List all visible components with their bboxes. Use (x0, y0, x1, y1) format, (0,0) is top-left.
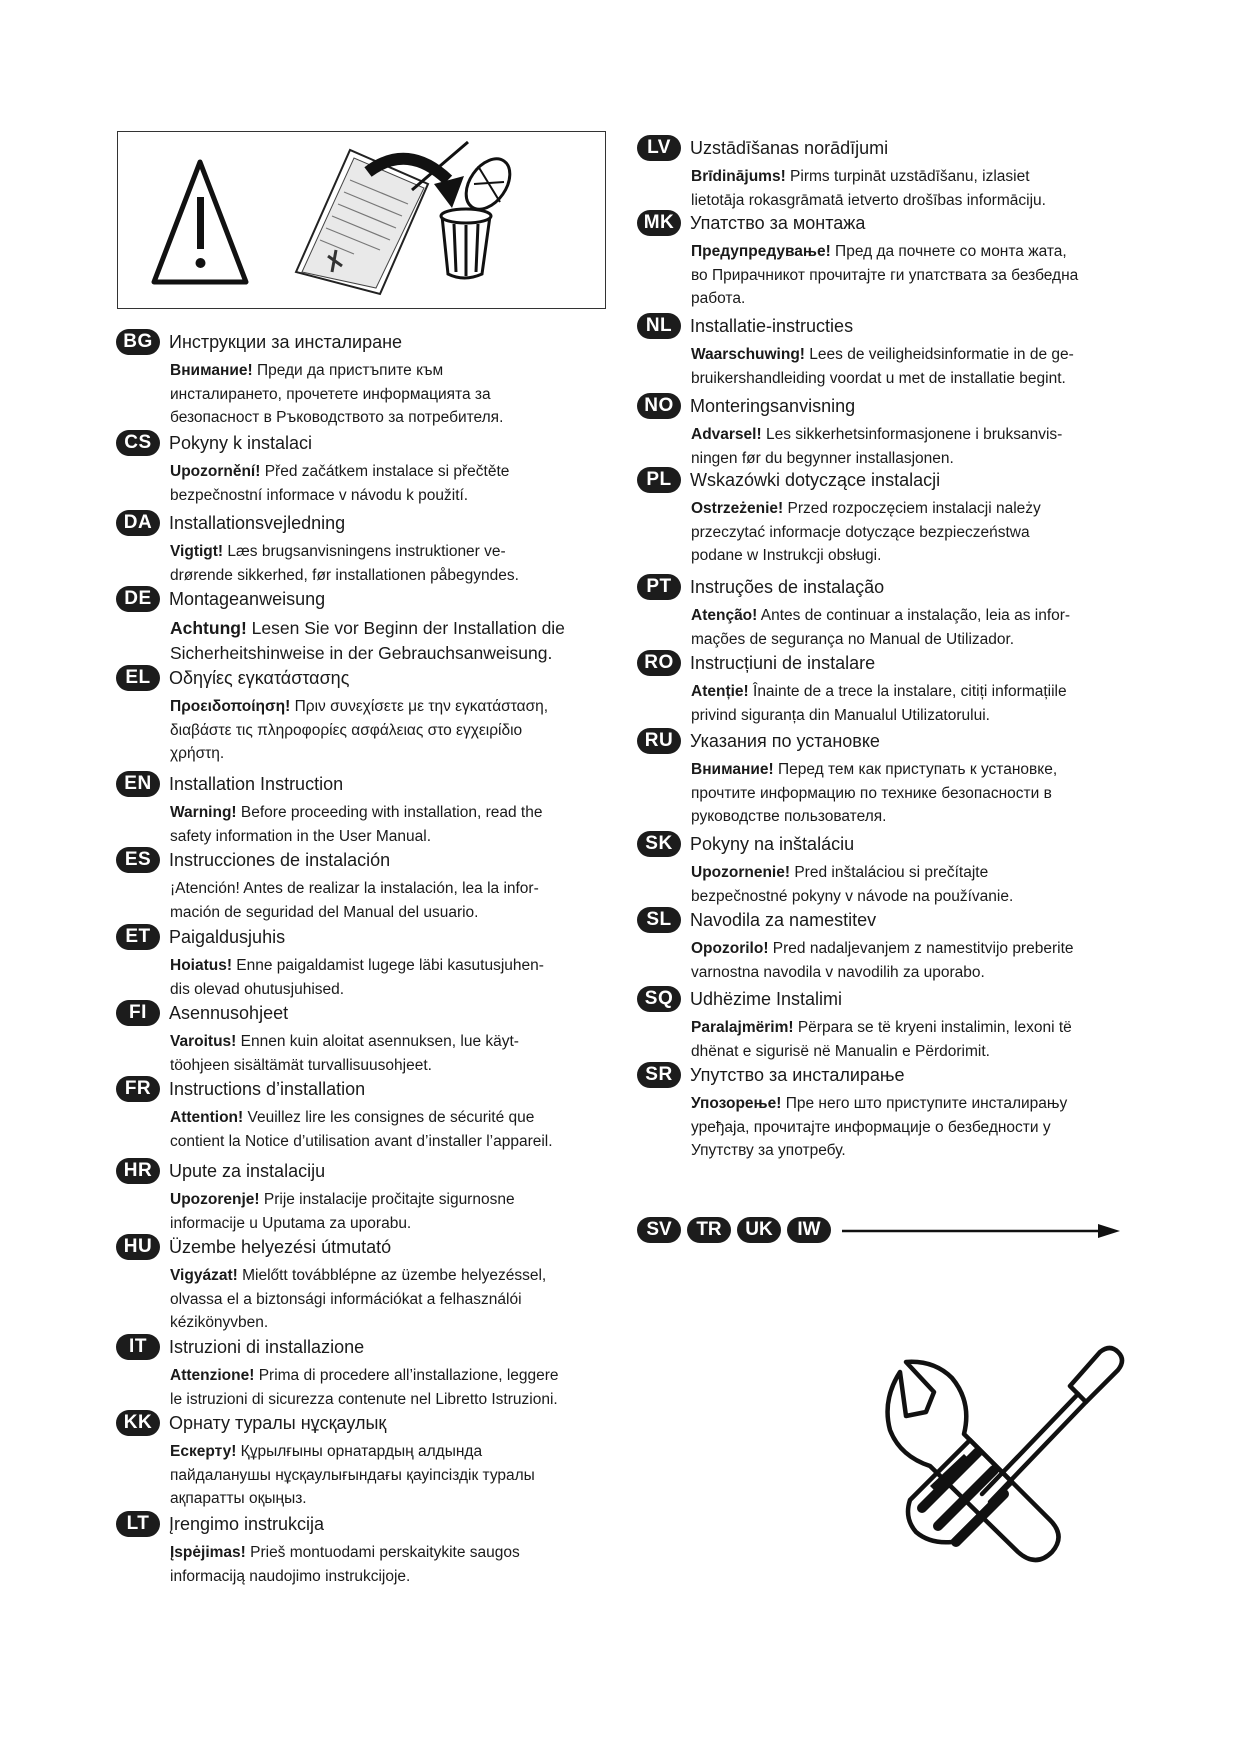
body-line (170, 1364, 559, 1388)
body-text: Prije instalacije pročitajte sigurnosne (259, 1191, 515, 1208)
section-title: Орнату туралы нұсқаулық (169, 1413, 387, 1433)
language-badge-el: EL (116, 665, 160, 691)
section-body (691, 497, 1041, 568)
body-text: Les sikkerhetsinformasjonene i bruksanvis- (761, 426, 1063, 443)
warning-label: Προειδοποίηση! (170, 698, 291, 715)
section-body (170, 877, 539, 924)
body-text: Ennen kuin aloitat asennuksen, lue käyt- (236, 1033, 519, 1050)
body-line (170, 484, 509, 508)
body-text: пайдаланушы нұсқаулығындағы қауіпсіздік туралы (170, 1466, 535, 1484)
section-title: Monteringsanvisning (690, 396, 856, 416)
body-line (170, 359, 503, 383)
body-text: ¡Atención! Antes de realizar la instalación, lea la infor- (170, 880, 539, 897)
body-text: Înainte de a trece la instalare, citiți informațiile (748, 683, 1067, 700)
section-body (170, 1106, 553, 1153)
body-line (691, 1016, 1072, 1040)
body-line (691, 521, 1041, 545)
body-line (170, 954, 544, 978)
warning-label: Waarschuwing! (691, 346, 805, 363)
section-body (691, 423, 1062, 470)
body-text: Læs brugsanvisningens instruktioner ve- (223, 543, 506, 560)
section-body (691, 343, 1074, 390)
section-title: Οδηγίες εγκατάστασης (169, 668, 350, 688)
section-body (691, 680, 1067, 727)
body-text: Pirms turpināt uzstādīšanu, izlasiet (785, 168, 1030, 185)
section-title: Üzembe helyezési útmutató (169, 1237, 392, 1257)
body-text: Enne paigaldamist lugege läbi kasutusjuhen- (232, 957, 544, 974)
body-line (170, 641, 565, 666)
body-text: Prima di procedere all’installazione, leggere (254, 1367, 559, 1384)
body-line (691, 758, 1057, 782)
body-text: bezpečnostní informace v návodu k použití. (170, 486, 469, 504)
section-title: Instruções de instalação (690, 577, 885, 597)
body-line (170, 877, 539, 901)
section-title: Pokyny na inštaláciu (690, 834, 855, 854)
body-text: töohjeen sisältämät turvallisuusohjeet. (170, 1056, 432, 1074)
warning-label: Warning! (170, 804, 237, 821)
body-line (691, 497, 1041, 521)
body-text: Lesen Sie vor Beginn der Installation die (246, 618, 565, 638)
body-line (170, 1212, 515, 1236)
language-badge-it: IT (116, 1334, 160, 1360)
language-badge-kk: KK (116, 1410, 160, 1436)
body-text: уређаја, прочитајте информације о безбедности у (691, 1118, 1051, 1136)
language-badge-mk: MK (637, 210, 681, 236)
body-text: инсталирането, прочетете информацията за (170, 385, 491, 403)
section-body (691, 758, 1057, 829)
body-line (691, 885, 1013, 909)
section-body (691, 240, 1078, 311)
body-text: przeczytać informacje dotyczące bezpieczeństwa (691, 523, 1030, 541)
body-text: dis olevad ohutusjuhised. (170, 980, 345, 998)
section-body (170, 1188, 515, 1235)
section-title: Wskazówki dotyczące instalacji (690, 470, 941, 490)
warning-label: Vigyázat! (170, 1267, 238, 1284)
language-badge-cs: CS (116, 430, 160, 456)
body-text: Құрылғыны орнатардың алдында (236, 1443, 483, 1460)
body-text: Перед тем как приступать к установке, (773, 761, 1058, 778)
warning-label: Vigtigt! (170, 543, 224, 560)
warning-label: Advarsel! (691, 426, 762, 443)
warning-illustration (117, 131, 606, 309)
body-text: drørende sikkerhed, før installationen påbegyndes. (170, 566, 519, 584)
body-text: χρήστη. (170, 745, 225, 762)
body-text: dhënat e sigurisë në Manualin e Përdorimit. (691, 1042, 990, 1060)
section-title: Instrucțiuni de instalare (690, 653, 876, 673)
body-text: ақпаратты оқыңыз. (170, 1490, 307, 1507)
body-line (691, 447, 1062, 471)
section-title: Инструкции за инсталиране (169, 332, 403, 352)
section-body (170, 460, 509, 507)
body-line (691, 704, 1067, 728)
section-body (170, 1541, 520, 1588)
body-line (691, 961, 1074, 985)
section-body (170, 540, 519, 587)
body-text: lietotāja rokasgrāmatā ietverto drošības informāciju. (691, 191, 1046, 209)
section-body (170, 616, 565, 666)
body-line (170, 695, 548, 719)
warning-label: Attention! (170, 1109, 244, 1126)
section-title: Installationsvejledning (169, 513, 346, 533)
body-text: Veuillez lire les consignes de sécurité que (243, 1109, 535, 1126)
body-line (691, 861, 1013, 885)
body-text: Lees de veiligheidsinformatie in de ge- (804, 346, 1074, 363)
body-line (170, 1440, 535, 1464)
section-title: Montageanweisung (169, 589, 326, 609)
body-line (691, 189, 1046, 213)
language-badge-ru: RU (637, 728, 681, 754)
body-text: informacije u Uputama za uporabu. (170, 1214, 412, 1232)
section-body (691, 165, 1046, 212)
language-badge-fi: FI (116, 1000, 160, 1026)
body-line (170, 1054, 519, 1078)
warning-label: Ескерту! (170, 1443, 237, 1460)
section-title: Upute za instalaciju (169, 1161, 326, 1181)
section-title: Pokyny k instalaci (169, 433, 313, 453)
body-line (691, 343, 1074, 367)
body-text: Упутству за употребу. (691, 1142, 846, 1159)
body-line (691, 1139, 1067, 1163)
body-text: podane w Instrukcji obsługi. (691, 547, 882, 564)
body-line (691, 1092, 1067, 1116)
language-badge-sl: SL (637, 907, 681, 933)
body-line (691, 287, 1078, 311)
section-title: Упатство за монтажа (690, 213, 866, 233)
wrench-screwdriver-icon (860, 1330, 1130, 1590)
body-text: διαβάστε τις πληροφορίες ασφάλειας στο εγχειρίδιο (170, 721, 523, 739)
body-text: Przed rozpoczęciem instalacji należy (783, 500, 1041, 517)
body-text: mación de seguridad del Manual del usuario. (170, 903, 479, 921)
body-text: Sicherheitshinweise in der Gebrauchsanweisung. (170, 643, 553, 663)
body-text: kézikönyvben. (170, 1314, 269, 1331)
body-text: Před začátkem instalace si přečtěte (260, 463, 510, 480)
section-title: Navodila za namestitev (690, 910, 877, 930)
body-line (691, 805, 1057, 829)
warning-label: Atenção! (691, 607, 758, 624)
body-text: во Прирачникот прочитајте ги упатствата за безбедна (691, 266, 1079, 284)
body-line (170, 1188, 515, 1212)
body-text: руководстве пользователя. (691, 808, 887, 825)
body-line (691, 544, 1041, 568)
section-title: Įrengimo instrukcija (169, 1514, 325, 1534)
body-line (170, 1311, 546, 1335)
body-line (170, 1388, 559, 1412)
warning-label: Achtung! (170, 618, 247, 638)
manual-icon (296, 150, 428, 294)
more-languages-row (637, 1217, 1137, 1247)
body-line (170, 978, 544, 1002)
body-line (691, 423, 1062, 447)
warning-label: Upozornenie! (691, 864, 791, 881)
language-badge-bg: BG (116, 329, 160, 355)
section-body (691, 1016, 1072, 1063)
body-line (170, 1030, 519, 1054)
language-badge-iw: IW (787, 1217, 831, 1243)
language-badge-hr: HR (116, 1158, 160, 1184)
body-line (170, 564, 519, 588)
body-text: mações de segurança no Manual de Utilizador. (691, 630, 1015, 648)
language-badge-uk: UK (737, 1217, 781, 1243)
warning-label: Paralajmërim! (691, 1019, 794, 1036)
body-line (170, 825, 542, 849)
warning-label: Upozorenje! (170, 1191, 260, 1208)
body-text: Before proceeding with installation, read the (236, 804, 543, 821)
section-title: Paigaldusjuhis (169, 927, 286, 947)
warning-label: Opozorilo! (691, 940, 769, 957)
body-line (691, 1116, 1067, 1140)
section-title: Installatie-instructies (690, 316, 854, 336)
section-title: Udhëzime Instalimi (690, 989, 843, 1009)
body-line (691, 680, 1067, 704)
body-line (691, 604, 1070, 628)
section-body (170, 801, 542, 848)
body-text: le istruzioni di sicurezza contenute nel Libretto Istruzioni. (170, 1390, 558, 1408)
body-text: varnostna navodila v navodilih za uporabo. (691, 963, 985, 981)
body-line (170, 1264, 546, 1288)
warning-label: Atenție! (691, 683, 749, 700)
section-body (170, 1440, 535, 1511)
section-title: Uzstādīšanas norādījumi (690, 138, 889, 158)
language-badge-es: ES (116, 847, 160, 873)
section-title: Указания по установке (690, 731, 880, 751)
language-badge-fr: FR (116, 1076, 160, 1102)
body-text: safety information in the User Manual. (170, 827, 432, 845)
section-title: Installation Instruction (169, 774, 344, 794)
body-line (691, 367, 1074, 391)
language-badge-ro: RO (637, 650, 681, 676)
warning-label: Upozornění! (170, 463, 261, 480)
body-line (170, 1464, 535, 1488)
body-text: olvassa el a biztonsági információkat a felhasználói (170, 1290, 522, 1308)
language-badge-tr: TR (687, 1217, 731, 1243)
body-line (170, 1130, 553, 1154)
warning-label: Hoiatus! (170, 957, 232, 974)
body-text: Mielőtt továbblépne az üzembe helyezéssel, (237, 1267, 547, 1284)
trash-can-icon (441, 151, 519, 278)
language-badge-nl: NL (637, 313, 681, 339)
warning-label: Ostrzeżenie! (691, 500, 784, 517)
body-text: Prieš montuodami perskaitykite saugos (245, 1544, 520, 1561)
body-line (170, 540, 519, 564)
language-badge-sq: SQ (637, 986, 681, 1012)
language-badge-sk: SK (637, 831, 681, 857)
warning-label: Varoitus! (170, 1033, 237, 1050)
section-title: Instrucciones de instalación (169, 850, 391, 870)
body-text: ningen før du begynner installasjonen. (691, 449, 954, 467)
language-badge-lt: LT (116, 1511, 160, 1537)
body-line (691, 165, 1046, 189)
language-badge-da: DA (116, 510, 160, 536)
section-body (170, 1364, 559, 1411)
body-line (170, 1106, 553, 1130)
section-body (170, 1030, 519, 1077)
body-text: прочтите информацию по технике безопасности в (691, 784, 1052, 802)
body-text: informaciją naudojimo instrukcijoje. (170, 1567, 411, 1585)
body-text: Pred inštaláciou si prečítajte (790, 864, 989, 881)
language-badge-sv: SV (637, 1217, 681, 1243)
section-body (170, 954, 544, 1001)
section-body (170, 695, 548, 766)
manual-to-trash-icon (118, 132, 604, 307)
section-body (170, 359, 503, 430)
body-line (691, 1040, 1072, 1064)
language-badge-no: NO (637, 393, 681, 419)
body-text: Antes de continuar a instalação, leia as infor- (757, 607, 1071, 624)
language-badge-de: DE (116, 586, 160, 612)
body-line (170, 383, 503, 407)
section-body (170, 1264, 546, 1335)
body-line (170, 616, 565, 641)
body-line (691, 782, 1057, 806)
body-text: Pred nadaljevanjem z namestitvijo preberite (768, 940, 1074, 957)
body-text: bruikershandleiding voordat u met de installatie begint. (691, 369, 1066, 387)
body-text: Πριν συνεχίσετε με την εγκατάσταση, (290, 698, 549, 715)
body-line (170, 406, 503, 430)
warning-label: Brīdinājums! (691, 168, 786, 185)
section-body (691, 937, 1074, 984)
body-text: bezpečnostné pokyny v návode na používanie. (691, 887, 1014, 905)
body-text: работа. (691, 290, 746, 307)
body-line (691, 264, 1078, 288)
body-text: Преди да пристъпите към (252, 362, 444, 379)
warning-label: Attenzione! (170, 1367, 255, 1384)
body-line (170, 742, 548, 766)
arrow-right-icon (842, 1221, 1122, 1241)
language-badge-hu: HU (116, 1234, 160, 1260)
warning-label: Įspėjimas! (170, 1544, 246, 1561)
body-line (170, 801, 542, 825)
language-badge-et: ET (116, 924, 160, 950)
body-text: contient la Notice d’utilisation avant d’installer l’appareil. (170, 1132, 553, 1150)
body-line (170, 1541, 520, 1565)
section-title: Istruzioni di installazione (169, 1337, 365, 1357)
warning-label: Внимание! (691, 761, 774, 778)
body-text: Пред да почнете со монта жата, (830, 243, 1067, 260)
language-badge-sr: SR (637, 1062, 681, 1088)
language-badge-pt: PT (637, 574, 681, 600)
language-badge-en: EN (116, 771, 160, 797)
section-body (691, 604, 1070, 651)
body-line (691, 628, 1070, 652)
language-badge-pl: PL (637, 467, 681, 493)
body-line (170, 460, 509, 484)
section-body (691, 1092, 1067, 1163)
warning-label: Внимание! (170, 362, 253, 379)
body-line (170, 901, 539, 925)
body-line (691, 937, 1074, 961)
section-title: Instructions d’installation (169, 1079, 366, 1099)
section-title: Asennusohjeet (169, 1003, 289, 1023)
section-title: Упутство за инсталирање (690, 1065, 905, 1085)
body-line (691, 240, 1078, 264)
warning-triangle-icon (154, 162, 246, 282)
body-line (170, 1487, 535, 1511)
warning-label: Упозорење! (691, 1095, 782, 1112)
body-text: privind siguranța din Manualul Utilizatorului. (691, 706, 990, 724)
warning-label: Предупредување! (691, 243, 831, 260)
body-line (170, 1288, 546, 1312)
body-text: Përpara se të kryeni instalimin, lexoni të (793, 1019, 1072, 1036)
body-text: Пре него што приступите инсталирању (781, 1095, 1068, 1112)
body-line (170, 1565, 520, 1589)
body-text: безопасност в Ръководството за потребителя. (170, 409, 504, 426)
body-line (170, 719, 548, 743)
section-body (691, 861, 1013, 908)
language-badge-lv: LV (637, 135, 681, 161)
